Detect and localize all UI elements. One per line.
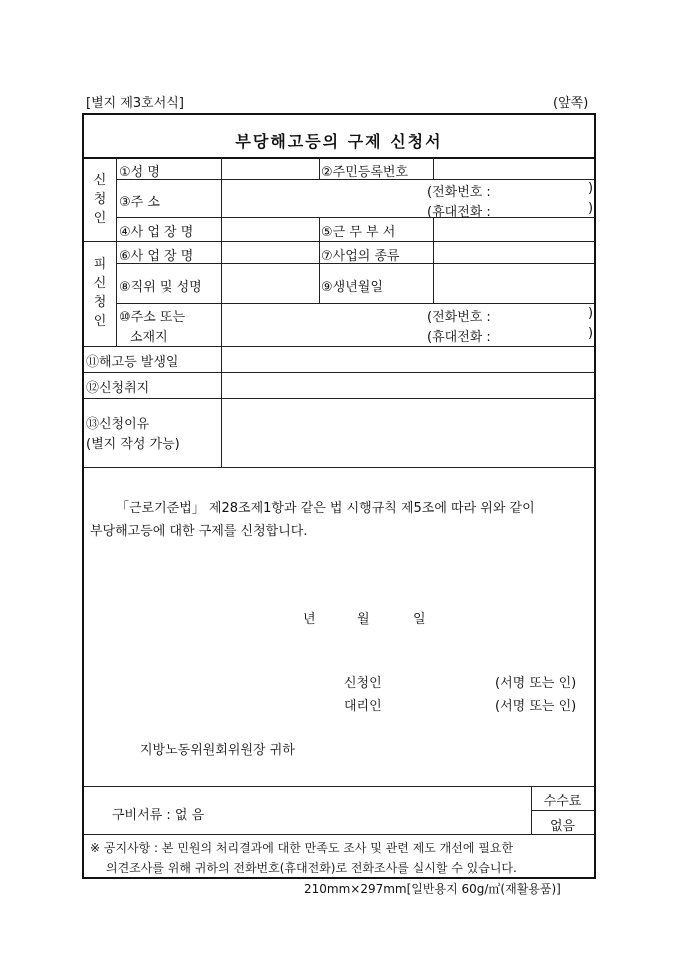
statement-line-2: 부당해고등에 대한 구제를 신청합니다.	[90, 524, 308, 539]
notice-line-1: ※ 공지사항 : 본 민원의 처리결과에 대한 만족도 조사 및 관련 제도 개선에 필요한	[90, 841, 514, 855]
paper-spec: 210mm×297mm[일반용지 60g/㎡(재활용품)]	[304, 882, 561, 896]
paren: )	[588, 201, 594, 216]
reason-label: ⑬신청이유	[86, 417, 150, 432]
divider	[84, 398, 594, 399]
date-day: 일	[413, 612, 426, 627]
divider	[84, 157, 594, 159]
business-type-label: ⑦사업의 종류	[321, 249, 400, 264]
divider	[433, 157, 434, 179]
divider	[116, 303, 594, 304]
applicant-address-label: ③주 소	[119, 195, 160, 210]
applicant-group-label: 신청인	[93, 173, 107, 226]
addressee: 지방노동위원회위원장 귀하	[140, 743, 295, 758]
form-number: [별지 제3호서식]	[86, 96, 184, 111]
attachments: 구비서류 : 없 음	[112, 808, 205, 823]
respondent-group-label: 피신청인	[93, 257, 107, 329]
birth-date-label: ⑨생년월일	[321, 280, 383, 295]
statement-line-1: 「근로기준법」 제28조제1항과 같은 법 시행규칙 제5조에 따라 위와 같이	[116, 501, 535, 516]
notice-line-2: 의견조사를 위해 귀하의 전화번호(휴대전화)로 전화조사를 실시할 수 있습니다.	[106, 861, 517, 875]
divider	[531, 810, 594, 811]
divider	[84, 346, 594, 347]
paren: )	[588, 181, 594, 196]
divider	[84, 241, 594, 242]
divider	[84, 786, 594, 787]
date-month: 월	[357, 612, 370, 627]
applicant-sign-label: 신청인	[344, 676, 382, 691]
applicant-workplace-label: ④사 업 장 명	[119, 225, 194, 240]
divider	[319, 157, 320, 179]
fee-value: 없음	[549, 819, 576, 834]
divider	[433, 217, 434, 303]
dismissal-date-label: ⑪해고등 발생일	[86, 355, 179, 370]
form-title: 부당해고등의 구제 신청서	[235, 132, 443, 151]
respondent-address-label: ⑩주소 또는	[119, 310, 186, 325]
page-side-label: (앞쪽)	[553, 96, 589, 111]
respondent-phone-label: (전화번호 :	[427, 310, 491, 325]
application-form	[82, 113, 596, 879]
purpose-label: ⑫신청취지	[86, 381, 150, 396]
department-label: ⑤근 무 부 서	[321, 225, 396, 240]
divider	[84, 834, 594, 835]
resident-number-label: ②주민등록번호	[321, 165, 409, 180]
name-label: ①성 명	[119, 165, 160, 180]
divider	[84, 467, 594, 468]
agent-sign-label: 대리인	[344, 699, 382, 714]
respondent-workplace-label: ⑥사 업 장 명	[119, 249, 194, 264]
divider	[84, 372, 594, 373]
agent-sign-field: (서명 또는 인)	[495, 699, 577, 714]
position-name-label: ⑧직위 및 성명	[119, 280, 202, 295]
respondent-mobile-label: (휴대전화 :	[427, 330, 491, 345]
divider	[116, 217, 594, 218]
divider	[221, 157, 222, 467]
applicant-mobile-label: (휴대전화 :	[427, 205, 491, 220]
respondent-address-label-2: 소재지	[130, 330, 168, 345]
divider	[116, 157, 117, 346]
reason-label-note: (별지 작성 가능)	[86, 437, 180, 452]
applicant-phone-label: (전화번호 :	[427, 185, 491, 200]
fee-label: 수수료	[543, 794, 582, 809]
paren: )	[588, 326, 594, 341]
paren: )	[588, 306, 594, 321]
date-year: 년	[303, 612, 316, 627]
applicant-sign-field: (서명 또는 인)	[495, 676, 577, 691]
divider	[319, 217, 320, 303]
